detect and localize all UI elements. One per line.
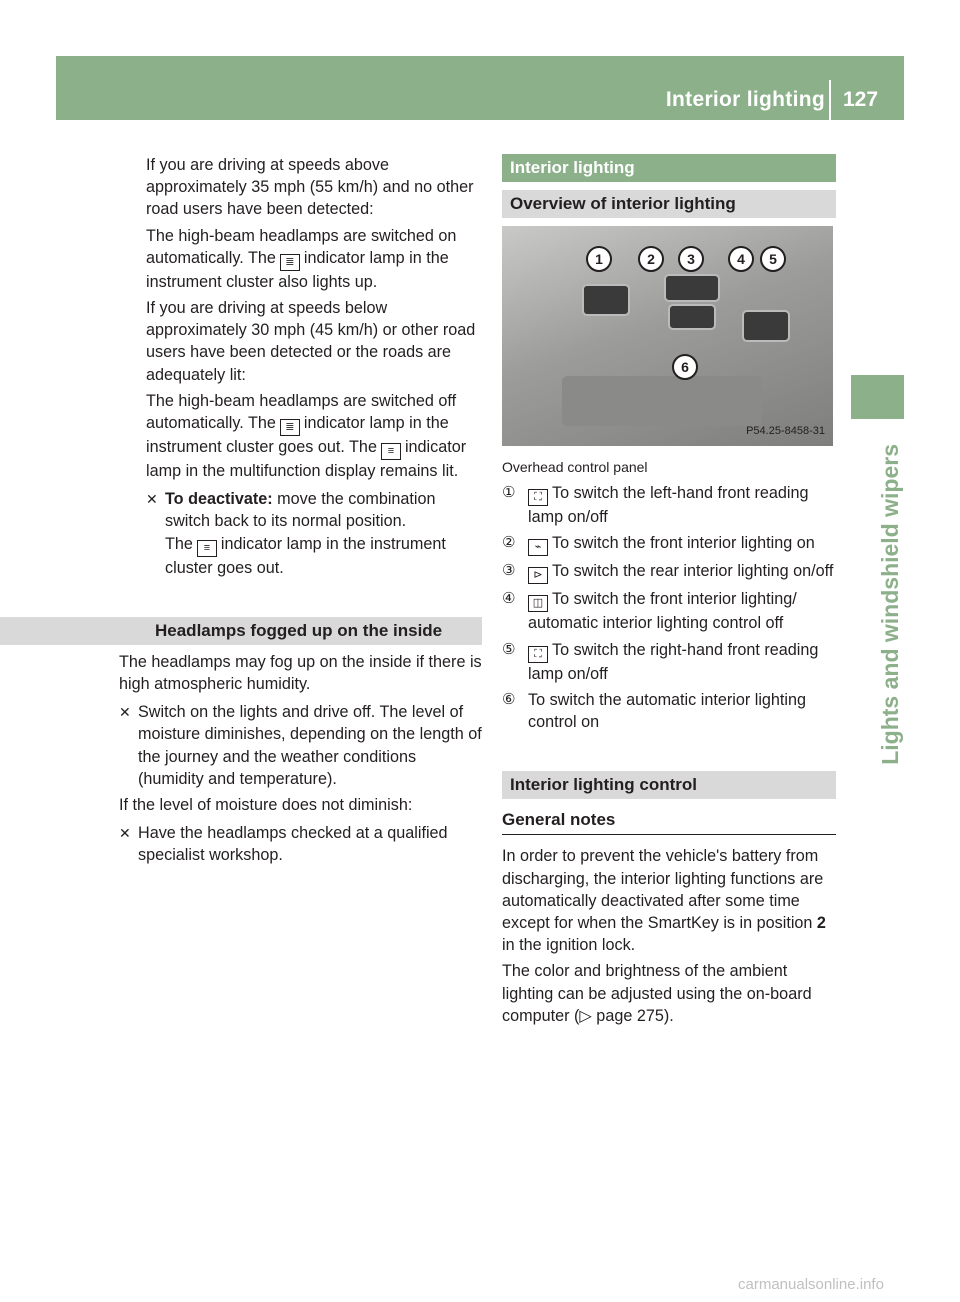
callout-legend xyxy=(502,482,836,733)
page-title: Interior lighting xyxy=(665,88,825,111)
side-tab-label: Lights and windshield wipers xyxy=(877,444,903,765)
callout-6: 6 xyxy=(672,354,698,380)
button-symbol-icon: ⊳ xyxy=(528,567,548,584)
rear-lighting-button xyxy=(664,274,720,302)
legend-item xyxy=(502,588,836,634)
front-lighting-button xyxy=(668,304,716,330)
legend-number: ② xyxy=(502,534,516,552)
legend-number: ④ xyxy=(502,590,516,608)
lamp-lens xyxy=(562,376,762,426)
legend-text: ◫ To switch the front interior lighting/ automatic interior lighting control off xyxy=(528,590,797,633)
legend-number: ③ xyxy=(502,562,516,580)
image-code: P54.25-8458-31 xyxy=(746,424,825,437)
overview-heading: Overview of interior lighting xyxy=(502,190,836,218)
legend-item xyxy=(502,560,836,584)
legend-text: ⌁ To switch the front interior lighting on xyxy=(528,532,836,556)
paragraph: If you are driving at speeds below approximately 30 mph (45 km/h) or other road users have been detected or the roads are adequately lit: xyxy=(146,299,476,384)
watermark: carmanualsonline.info xyxy=(738,1276,884,1293)
header-divider xyxy=(829,80,831,120)
paragraph: The color and brightness of the ambient lighting can be adjusted using the on-board computer (▷ page 275). xyxy=(502,962,812,1025)
right-column xyxy=(502,154,836,1027)
left-column xyxy=(119,154,482,867)
legend-text: ⛶ To switch the right-hand front reading lamp on/off xyxy=(528,640,819,683)
legend-text: To switch the automatic interior lighting control on xyxy=(528,690,807,732)
paragraph: If the level of moisture does not diminish: xyxy=(119,796,413,815)
legend-item xyxy=(502,689,836,733)
high-beam-icon: ≣ xyxy=(280,254,300,271)
paragraph: The high-beam headlamps are switched on automatically. The ≣ indicator lamp in the instrument cluster also lights up. xyxy=(146,226,457,291)
control-heading: Interior lighting control xyxy=(502,771,836,799)
adaptive-high-beam-icon: ≡ xyxy=(381,443,401,460)
legend-number: ⑥ xyxy=(502,690,516,708)
reading-lamp-left-button xyxy=(582,284,630,316)
button-symbol-icon: ⛶ xyxy=(528,646,548,663)
adaptive-high-beam-icon: ≡ xyxy=(197,540,217,557)
legend-item xyxy=(502,639,836,685)
button-symbol-icon: ◫ xyxy=(528,595,548,612)
callout-3: 3 xyxy=(678,246,704,272)
paragraph: The high-beam headlamps are switched off automatically. The ≣ indicator lamp in the instrument cluster goes out. The ≡ indicator lamp in the multifunction display remains lit. xyxy=(146,391,467,481)
high-beam-icon: ≣ xyxy=(280,419,300,436)
legend-text: ⛶ To switch the left-hand front reading lamp on/off xyxy=(528,484,809,527)
page-number: 127 xyxy=(843,88,879,111)
paragraph: In order to prevent the vehicle's battery from discharging, the interior lighting functions are automatically deactivated after some time except for when the SmartKey is in position 2 in the ignition lock. xyxy=(502,847,826,955)
callout-2: 2 xyxy=(638,246,664,272)
instruction-step: ✕ Switch on the lights and drive off. The level of moisture diminishes, depending on the length of the journey and the weather conditions (humidity and temperature). xyxy=(119,703,482,788)
paragraph: If you are driving at speeds above approximately 35 mph (55 km/h) and no other road users have been detected: xyxy=(146,156,474,219)
general-notes-heading: General notes xyxy=(502,809,836,835)
callout-1: 1 xyxy=(586,246,612,272)
instruction-step: ✕ To deactivate: move the combination switch back to its normal position. The ≡ indicator lamp in the instrument cluster goes out. xyxy=(146,490,446,577)
callout-5: 5 xyxy=(760,246,786,272)
button-symbol-icon: ⌁ xyxy=(528,539,548,556)
legend-number: ① xyxy=(502,484,516,502)
figure-caption: Overhead control panel xyxy=(502,459,648,475)
section-heading-interior-lighting: Interior lighting xyxy=(502,154,836,182)
legend-text: ⊳ To switch the rear interior lighting on/off xyxy=(528,560,836,584)
instruction-step: ✕ Have the headlamps checked at a qualified specialist workshop. xyxy=(119,824,448,865)
step-arrow-icon: ✕ xyxy=(119,704,131,721)
overhead-panel-image xyxy=(502,226,833,446)
button-symbol-icon: ⛶ xyxy=(528,489,548,506)
side-tab-marker xyxy=(851,375,904,419)
paragraph: The headlamps may fog up on the inside if there is high atmospheric humidity. xyxy=(119,652,482,694)
reading-lamp-right-button xyxy=(742,310,790,342)
callout-4: 4 xyxy=(728,246,754,272)
step-arrow-icon: ✕ xyxy=(146,491,158,508)
legend-item xyxy=(502,482,836,528)
legend-number: ⑤ xyxy=(502,640,516,658)
legend-item xyxy=(502,532,836,556)
step-arrow-icon: ✕ xyxy=(119,825,131,842)
section-heading-fog: Headlamps fogged up on the inside xyxy=(0,617,482,645)
